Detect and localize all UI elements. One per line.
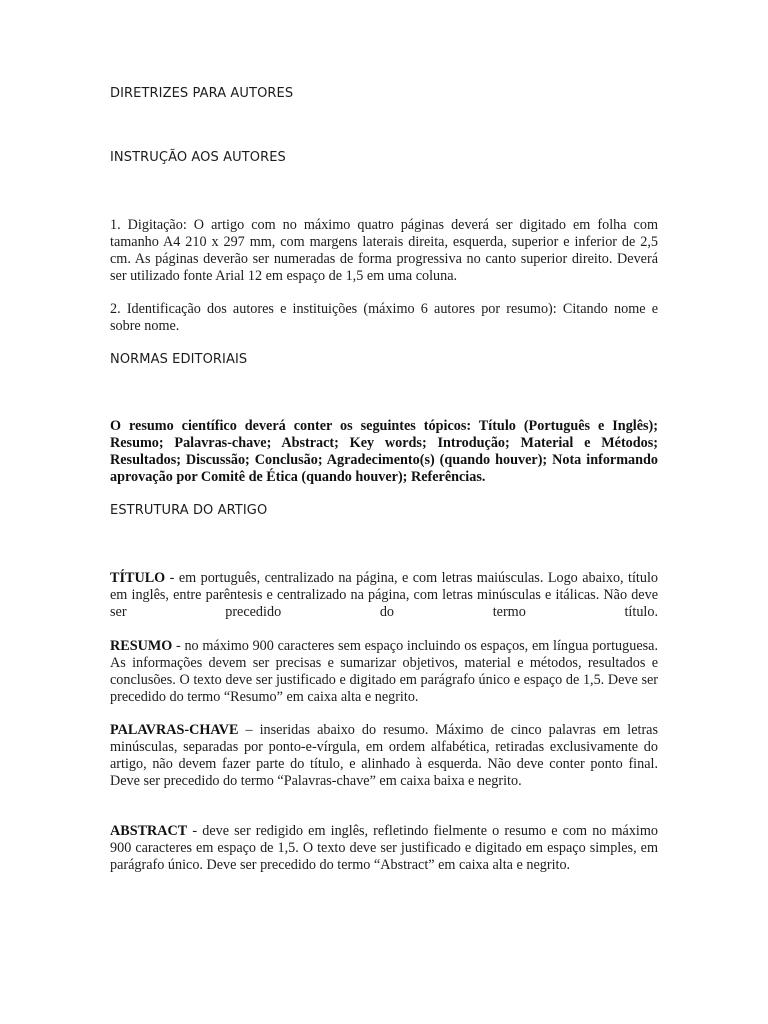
heading-estrutura: ESTRUTURA DO ARTIGO xyxy=(110,503,268,518)
term-abstract: ABSTRACT xyxy=(110,823,188,839)
heading-instrucao: INSTRUÇÃO AOS AUTORES xyxy=(110,150,286,165)
heading-diretrizes: DIRETRIZES PARA AUTORES xyxy=(110,86,294,101)
paragraph-digitacao: 1. Digitação: O artigo com no máximo quatro páginas deverá ser digitado em folha com tamanho A4 210 x 297 mm, com margens laterais direita, esquerda, superior e inferior de 2,5 cm. As páginas deverão ser numeradas de forma progressiva no canto superior direito. Deverá ser utilizado fonte Arial 12 em espaço de 1,5 em uma coluna. xyxy=(110,217,658,284)
term-titulo: TÍTULO xyxy=(110,570,166,586)
section-resumo xyxy=(110,638,658,706)
section-abstract xyxy=(110,823,658,874)
text-palavras-chave: – inseridas abaixo do resumo. Máximo de cinco palavras em letras minúsculas, separadas por ponto-e-vírgula, em ordem alfabética, retiradas exclusivamente do artigo, não devem fazer parte do título, e alinhado à esquerda. Não deve conter ponto final. Deve ser precedido do termo “Palavras-chave” em caixa baixa e negrito. xyxy=(110,722,658,789)
paragraph-identificacao: 2. Identificação dos autores e instituições (máximo 6 autores por resumo): Citando nome e sobre nome. xyxy=(110,301,658,334)
paragraph-normas: O resumo científico deverá conter os seguintes tópicos: Título (Português e Inglês); Resumo; Palavras-chave; Abstract; Key words; Introdução; Material e Métodos; Resultados; Discussão; Conclusão; Agradecimento(s) (quando houver); Nota informando aprovação por Comitê de Ética (quando houver); Referências. xyxy=(110,418,658,485)
text-resumo: - no máximo 900 caracteres sem espaço incluindo os espaços, em língua portuguesa. As informações devem ser precisas e sumarizar objetivos, material e métodos, resultados e conclusões. O texto deve ser justificado e digitado em parágrafo único e espaço de 1,5. Deve ser precedido do termo “Resumo” em caixa alta e negrito. xyxy=(110,638,658,705)
term-palavras-chave: PALAVRAS-CHAVE xyxy=(110,722,239,738)
text-abstract: - deve ser redigido em inglês, refletindo fielmente o resumo e com no máximo 900 caracteres em espaço de 1,5. O texto deve ser justificado e digitado em espaço simples, em parágrafo único. Deve ser precedido do termo “Abstract” em caixa alta e negrito. xyxy=(110,823,658,873)
term-resumo: RESUMO xyxy=(110,638,173,654)
text-titulo: - em português, centralizado na página, e com letras maiúsculas. Logo abaixo, título em inglês, entre parêntesis e centralizado na página, com letras minúsculas e itálicas. Não deve ser precedido do termo título. xyxy=(110,570,658,620)
heading-normas: NORMAS EDITORIAIS xyxy=(110,352,248,367)
section-palavras-chave xyxy=(110,722,658,790)
section-titulo xyxy=(110,570,658,621)
